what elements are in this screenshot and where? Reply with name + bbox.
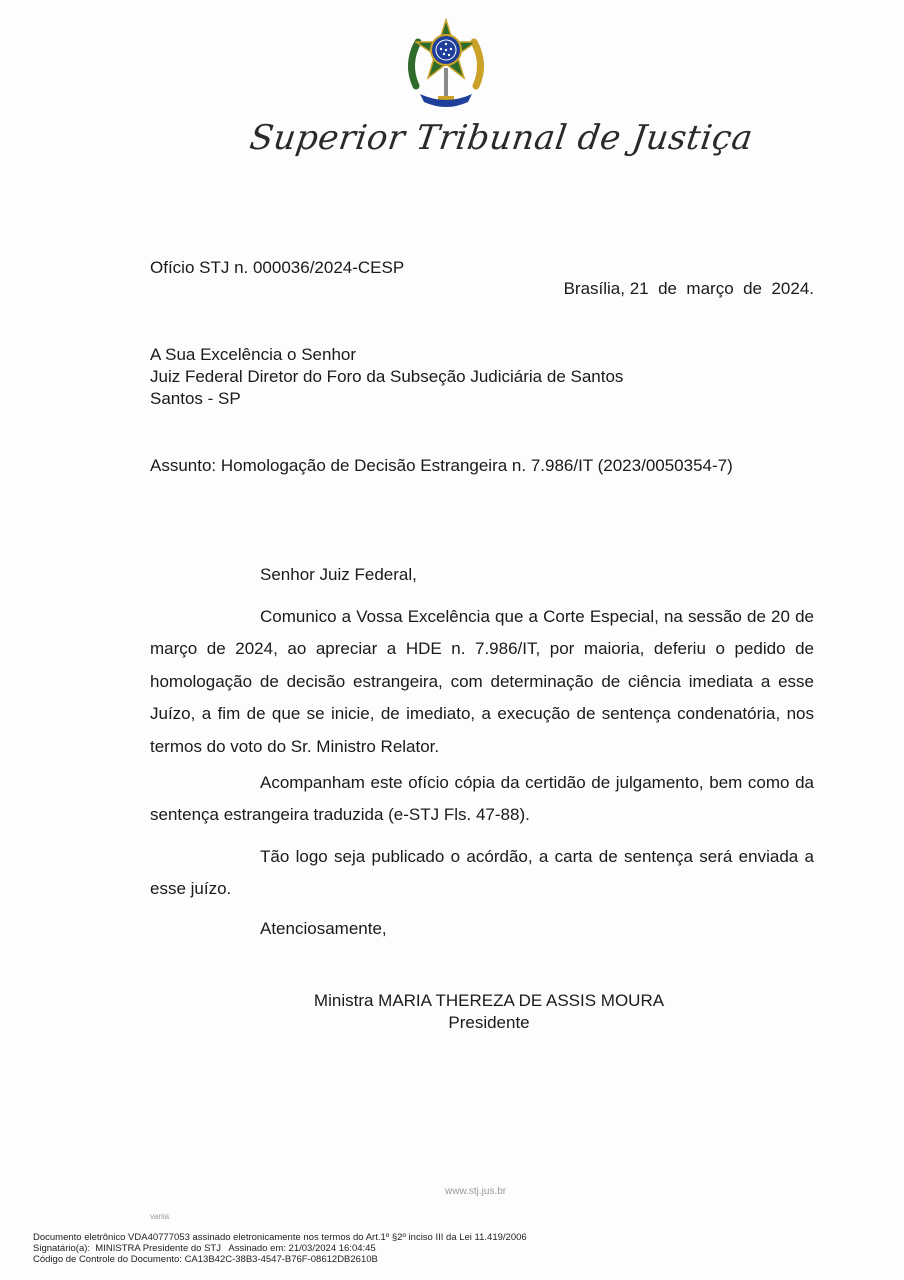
signature-block: [150, 990, 814, 1034]
signatory-title: Presidente: [448, 1013, 530, 1032]
coat-of-arms-emblem: [402, 16, 490, 112]
website-url: www.stj.jus.br: [445, 1186, 507, 1197]
electronic-signature-footer: [33, 1232, 527, 1265]
closing: Atenciosamente,: [260, 919, 387, 938]
oficio-reference: Ofício STJ n. 000036/2024-CESP: [150, 258, 405, 277]
body-paragraph: [150, 767, 814, 832]
paragraph-text: Acompanham este ofício cópia da certidão de julgamento, bem como da sentença estrangeira traduzida (e-STJ Fls. 47-88).: [150, 773, 814, 825]
court-name-logotype: Superior Tribunal de Justiça: [247, 118, 756, 158]
body-paragraph: [150, 601, 814, 763]
paragraph-text: Tão logo seja publicado o acórdão, a carta de sentença será enviada a esse juízo.: [150, 847, 814, 899]
author-mark: vania: [150, 1212, 170, 1221]
paragraph-text: Comunico a Vossa Excelência que a Corte Especial, na sessão de 20 de março de 2024, ao apreciar a HDE n. 7.986/IT, por maioria, deferiu o pedido de homologação de decisão estrangeira, com determinação de ciência imediata a esse Juízo, a fim de que se inicie, de imediato, a execução de sentença condenatória, nos termos do voto do Sr. Ministro Relator.: [150, 607, 814, 756]
footer-line: Signatário(a): MINISTRA Presidente do STJ Assinado em: 21/03/2024 16:04:45: [33, 1243, 376, 1254]
recipient-block: [150, 344, 623, 410]
subject-line: Assunto: Homologação de Decisão Estrangeira n. 7.986/IT (2023/0050354-7): [150, 456, 733, 475]
footer-line: Código de Controle do Documento: CA13B42C-38B3-4547-B76F-08612DB2610B: [33, 1254, 378, 1265]
recipient-line: Juiz Federal Diretor do Foro da Subseção Judiciária de Santos: [150, 367, 624, 386]
recipient-line: A Sua Excelência o Senhor: [150, 345, 357, 364]
footer-line: Documento eletrônico VDA40777053 assinado eletronicamente nos termos do Art.1º §2º inciso III da Lei 11.419/2006: [33, 1232, 527, 1243]
body-paragraph: [150, 841, 814, 906]
salutation: Senhor Juiz Federal,: [260, 565, 417, 584]
signatory-name: Ministra MARIA THEREZA DE ASSIS MOURA: [313, 991, 665, 1010]
place-date: Brasília, 21 de março de 2024.: [563, 279, 814, 298]
recipient-line: Santos - SP: [150, 389, 241, 408]
